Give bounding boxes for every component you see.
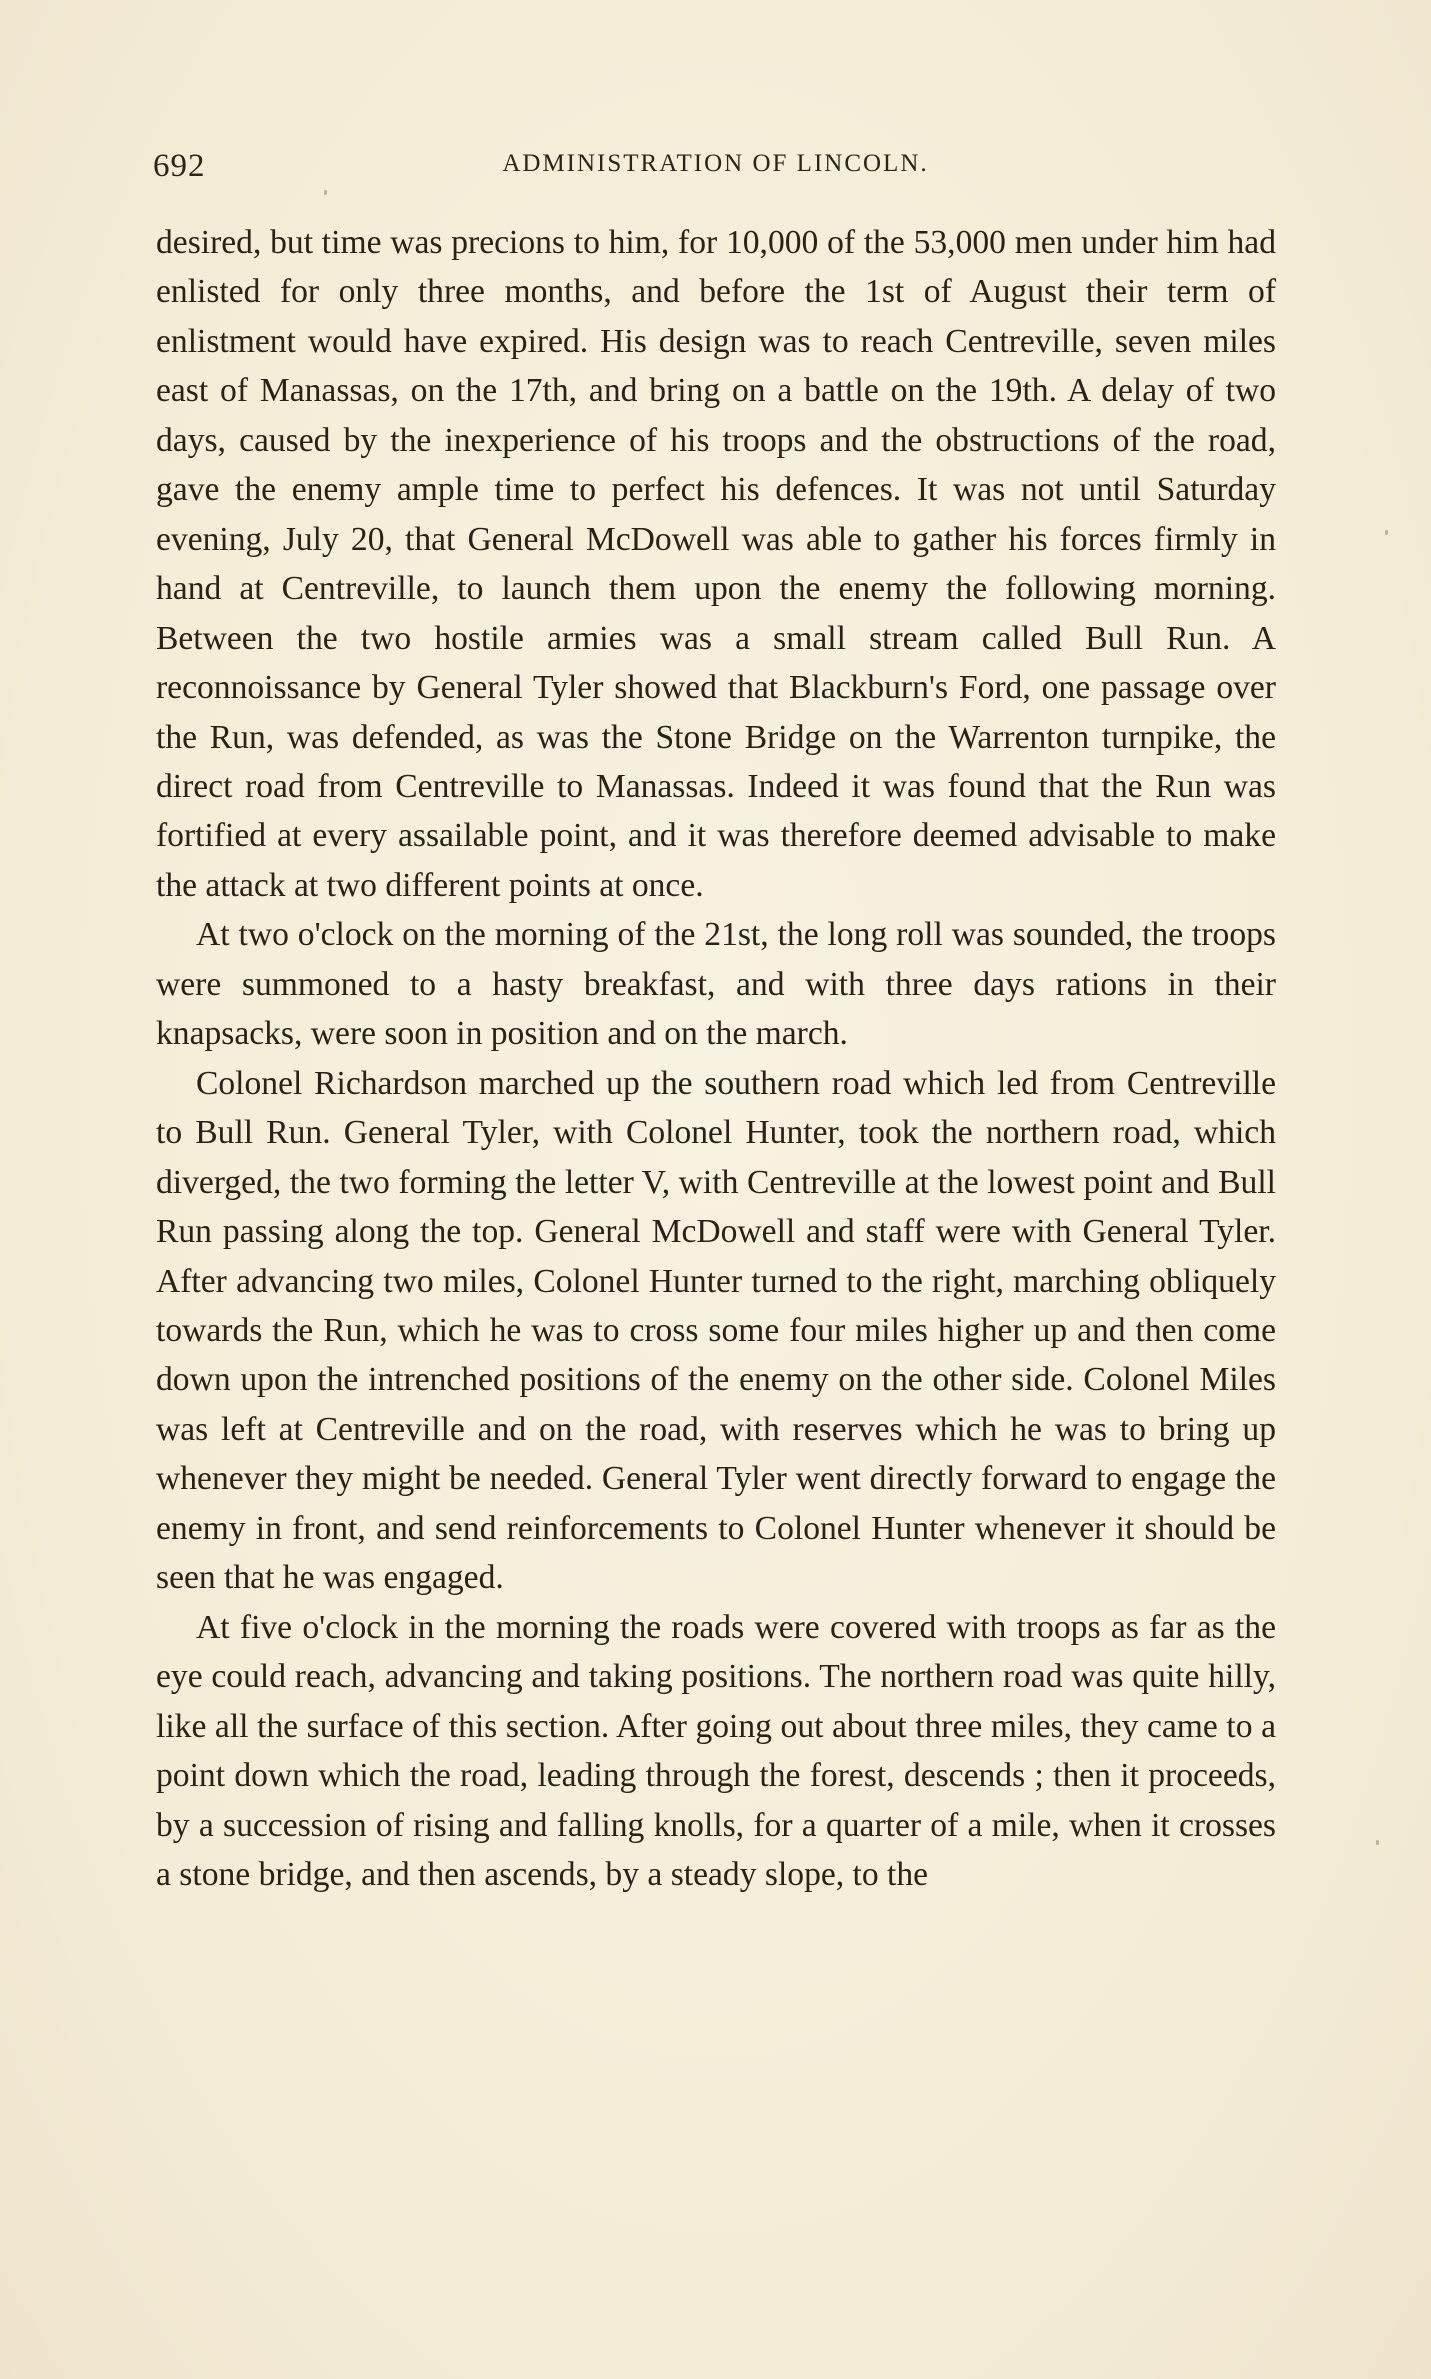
- paper-speck: [324, 190, 327, 195]
- paper-speck: [1376, 1840, 1379, 1845]
- page-header: [153, 148, 1278, 198]
- paragraph-4: At five o'clock in the morning the roads were covered with troops as far as the eye could reach, advancing and taking positions. The northern road was quite hilly, like all the surface of this section. After going out about three miles, they came to a point down which the road, leading through the forest, descends ; then it proceeds, by a succession of rising and falling knolls, for a quarter of a mile, when it crosses a stone bridge, and then ascends, by a steady slope, to the: [156, 1608, 1276, 1893]
- running-title: ADMINISTRATION OF LINCOLN.: [502, 150, 929, 177]
- paragraph-1: desired, but time was precions to him, for 10,000 of the 53,000 men under him had enlisted for only three months, and before the 1st of August their term of enlistment would have expired. His design was to reach Centreville, seven miles east of Manassas, on the 17th, and bring on a battle on the 19th. A delay of two days, caused by the inexperience of his troops and the obstructions of the road, gave the enemy ample time to perfect his defences. It was not until Saturday evening, July 20, that General McDowell was able to gather his forces firmly in hand at Centreville, to launch them upon the enemy the following morning. Between the two hostile armies was a small stream called Bull Run. A reconnoissance by General Tyler showed that Blackburn's Ford, one passage over the Run, was defended, as was the Stone Bridge on the Warrenton turnpike, the direct road from Centreville to Manassas. Indeed it was found that the Run was fortified at every assailable point, and it was therefore deemed advisable to make the attack at two different points at once.: [156, 224, 1276, 904]
- paper-speck: [1385, 530, 1388, 535]
- paragraph-3: Colonel Richardson marched up the southern road which led from Centreville to Bull Run. General Tyler, with Colonel Hunter, took the northern road, which diverged, the two forming the letter V, with Centreville at the lowest point and Bull Run passing along the top. General McDowell and staff were with General Tyler. After advancing two miles, Colonel Hunter turned to the right, marching obliquely towards the Run, which he was to cross some four miles higher up and then come down upon the intrenched positions of the enemy on the other side. Colonel Miles was left at Centreville and on the road, with reserves which he was to bring up whenever they might be needed. General Tyler went directly forward to engage the enemy in front, and send reinforcements to Colonel Hunter whenever it should be seen that he was engaged.: [156, 1064, 1276, 1597]
- paragraph-2: At two o'clock on the morning of the 21st, the long roll was sounded, the troops were summoned to a hasty breakfast, and with three days rations in their knapsacks, were soon in position and on the march.: [156, 916, 1276, 1053]
- body-text: [156, 218, 1276, 1899]
- page-number: 692: [153, 148, 206, 184]
